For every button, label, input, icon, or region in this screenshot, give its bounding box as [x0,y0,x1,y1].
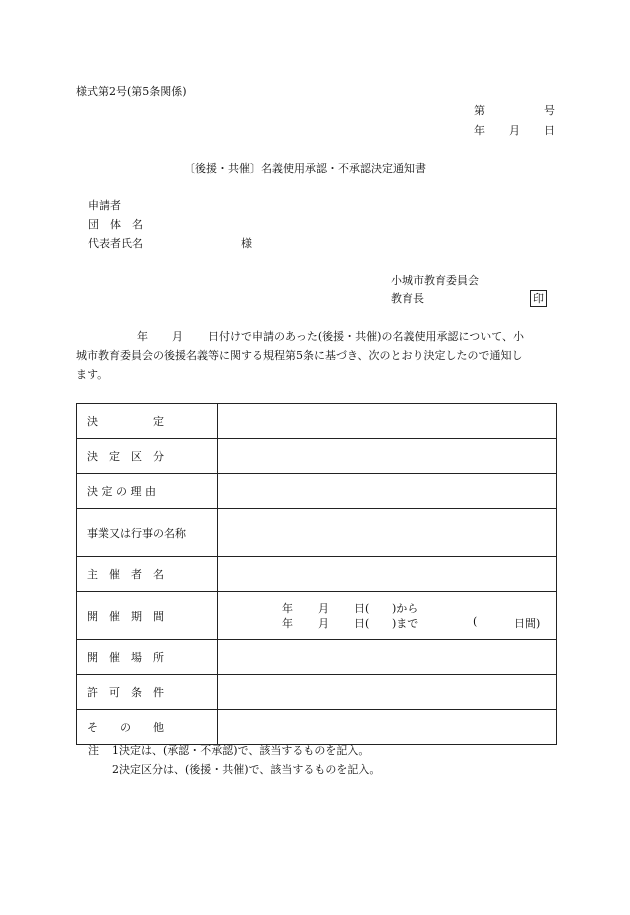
period-from-day: 日( [354,602,370,615]
row-label-decision: 決 定 [77,404,218,439]
date-month: 月 [509,124,520,137]
table-row [77,509,557,557]
row-value-reason[interactable] [218,474,557,509]
row-value-organizer[interactable] [218,557,557,592]
org-name-label: 団 体 名 [88,218,143,231]
row-label-event-name: 事業又は行事の名称 [77,509,218,557]
row-value-period[interactable] [218,592,557,640]
issuer-title: 教育長 [391,292,424,305]
row-label-reason: 決 定 の 理 由 [77,474,218,509]
notes-prefix: 注 [88,744,99,757]
row-value-category[interactable] [218,439,557,474]
row-value-conditions[interactable] [218,675,557,710]
body-line2: 城市教育委員会の後援名義等に関する規程第5条に基づき、次のとおり決定したので通知し [76,349,523,362]
period-days-close: 日間) [514,617,541,630]
body-month: 月 [172,330,183,343]
row-value-event-name[interactable] [218,509,557,557]
date-year: 年 [474,124,485,137]
period-days-open: ( [473,615,478,628]
form-number: 様式第2号(第5条関係) [76,85,187,98]
issuer-org: 小城市教育委員会 [391,274,479,287]
table-row [77,439,557,474]
table-row [77,675,557,710]
row-value-venue[interactable] [218,640,557,675]
period-to-year: 年 [282,617,293,630]
row-value-other[interactable] [218,710,557,745]
period-to-day: 日( [354,617,370,630]
note-1: 1決定は、(承認・不承認)で、該当するものを記入。 [112,744,370,757]
row-label-other: そ の 他 [77,710,218,745]
row-label-category: 決 定 区 分 [77,439,218,474]
period-to-close: )まで [392,617,419,630]
table-row [77,557,557,592]
representative-label: 代表者氏名 [88,237,143,250]
decision-table [76,403,557,745]
table-row [77,404,557,439]
date-day: 日 [544,124,555,137]
table-row [77,640,557,675]
period-from-month: 月 [318,602,329,615]
applicant-label: 申請者 [88,199,121,212]
table-row [77,710,557,745]
period-from-year: 年 [282,602,293,615]
table-row [77,474,557,509]
row-label-period: 開 催 期 間 [77,592,218,640]
number-dai: 第 [474,104,485,117]
period-to-month: 月 [318,617,329,630]
body-line1: 日付けで申請のあった(後援・共催)の名義使用承認について、小 [208,330,525,343]
table-row [77,592,557,640]
document-title: 〔後援・共催〕名義使用承認・不承認決定通知書 [184,162,426,175]
period-from-close: )から [392,602,419,615]
honorific: 様 [241,237,252,250]
row-value-decision[interactable] [218,404,557,439]
seal-mark: 印 [530,290,547,307]
number-go: 号 [544,104,555,117]
row-label-organizer: 主 催 者 名 [77,557,218,592]
body-year: 年 [137,330,148,343]
note-2: 2決定区分は、(後援・共催)で、該当するものを記入。 [112,763,381,776]
row-label-conditions: 許 可 条 件 [77,675,218,710]
row-label-venue: 開 催 場 所 [77,640,218,675]
body-line3: ます。 [76,368,109,381]
